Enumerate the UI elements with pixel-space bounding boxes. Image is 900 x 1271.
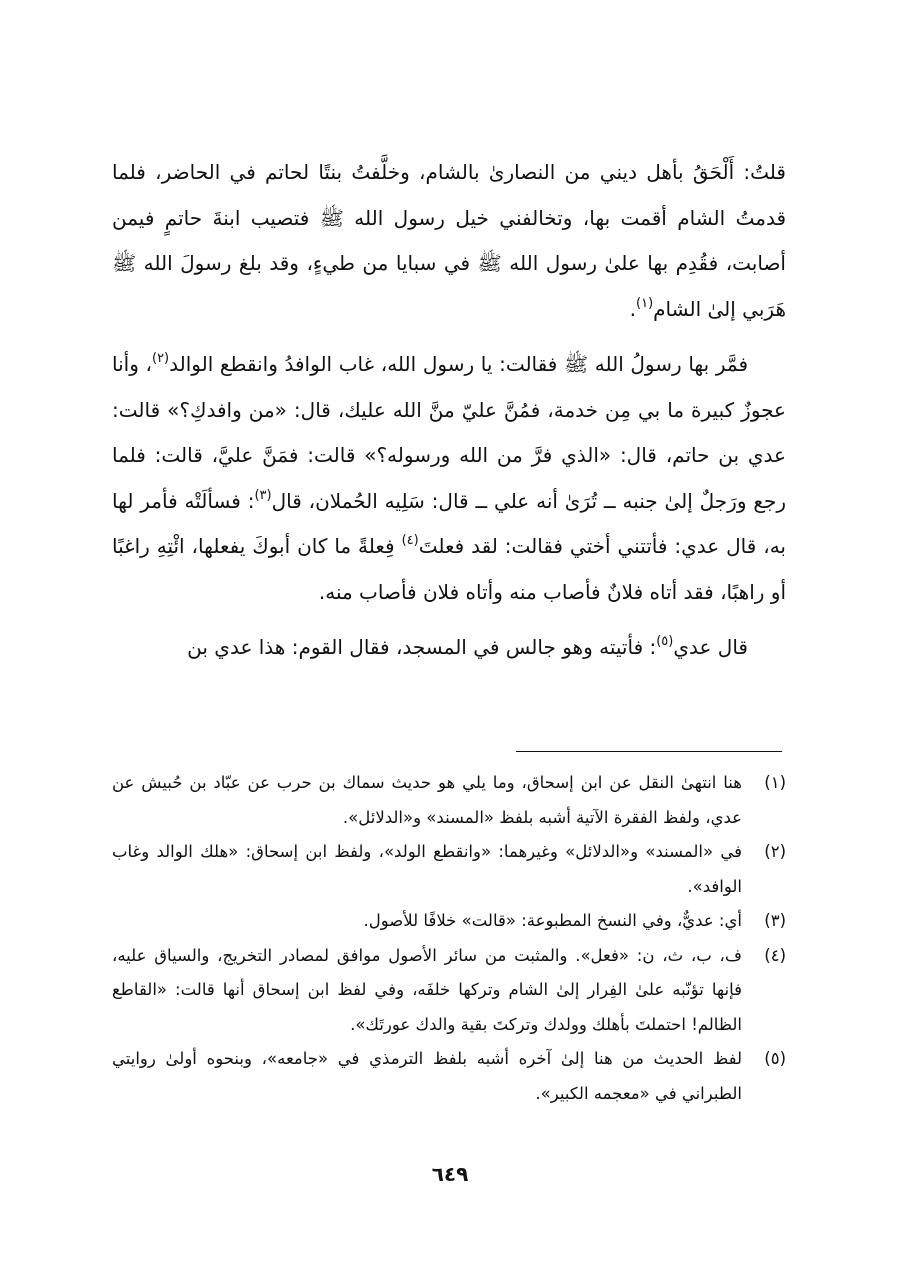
paragraph-1 xyxy=(112,150,786,332)
footnote-ref-5[interactable]: (٥) xyxy=(656,634,674,649)
footnote-divider xyxy=(516,751,782,752)
footnote-number: (٤) xyxy=(764,945,786,965)
paragraph-text: : فأتيته وهو جالس في المسجد، فقال القوم: هذا عدي بن xyxy=(187,635,657,659)
footnote-number: (٣) xyxy=(764,911,786,930)
paragraph-text: قلتُ: أَلْحَقُ بأهل ديني من النصارىٰ بالشام، وخلَّفتُ بنتًا لحاتم في الحاضر، فلما قدمتُ الشام أقمت بها، وتخالفني خيل رسول الله ﷺ فتصيب ابنةَ حاتمٍ فيمن أصابت، فقُدِم بها علىٰ رسول الله ﷺ في سبايا من طيءٍ، وقد بلغ رسولَ الله ﷺ هَرَبي إلىٰ الشام xyxy=(112,160,786,321)
period: . xyxy=(629,296,637,321)
paragraph-text: : فسألَتْه فأمر لها به، قال عدي: فأتتني أختي فقالت: لقد فعلتَ xyxy=(112,488,787,558)
footnote-1 xyxy=(112,766,786,835)
footnote-text: ف، ب، ث، ن: «فعل». والمثبت من سائر الأصول موافق لمصادر التخريج، والسياق عليه، فإنها تؤنّبه علىٰ الفِرار إلىٰ الشام وتركها خلفَه، وفي لفظ ابن إسحاق أنها قالت: «القاطع الظالم! احتملتَ بأهلك وولدك وتركتَ بقية والدك عورتَك». xyxy=(112,945,742,1034)
footnote-ref-3[interactable]: (٣) xyxy=(254,487,272,503)
paragraph-2 xyxy=(112,342,786,615)
footnote-3 xyxy=(112,904,786,939)
paragraph-3 xyxy=(112,625,786,671)
footnotes xyxy=(112,766,786,1111)
footnote-text: أي: عديٌّ، وفي النسخ المطبوعة: «قالت» خلافًا للأصول. xyxy=(363,911,742,930)
footnote-text: هنا انتهىٰ النقل عن ابن إسحاق، وما يلي هو حديث سماك بن حرب عن عبّاد بن حُبيش عن عدي، ولفظ الفقرة الآتية أشبه بلفظ «المسند» و«الدلائل». xyxy=(112,773,742,827)
page-number: ٦٤٩ xyxy=(431,1162,469,1186)
footnote-ref-1[interactable]: (١) xyxy=(636,295,654,311)
footnote-text: لفظ الحديث من هنا إلىٰ آخره أشبه بلفظ الترمذي في «جامعه»، وبنحوه أولىٰ روايتي الطبراني في «معجمه الكبير». xyxy=(112,1049,742,1103)
paragraph-text: فِعلةً ما كان أبوكَ يفعلها، ائْتِهِ راغبًا أو راهبًا، فقد أتاه فلانٌ فأصاب منه وأتاه فلان فأصاب منه. xyxy=(112,534,786,604)
footnote-5 xyxy=(112,1042,786,1111)
footnote-ref-2[interactable]: (٢) xyxy=(151,351,170,366)
footnote-text: في «المسند» و«الدلائل» وغيرهما: «وانقطع الولد»، ولفظ ابن إسحاق: «هلك الوالد وغاب الوافد». xyxy=(112,842,742,896)
paragraph-text: ، وأنا عجوزٌ كبيرة ما بي مِن خدمة، فمُنَّ عليّ منَّ الله عليك، قال: «من وافدكِ؟» قالت: عدي بن حاتم، قال: «الذي فرَّ من الله ورسوله؟» قالت: فمَنَّ عليَّ، قالت: فلما رجع ورَجلٌ إلىٰ جنبه ــ تُرَىٰ أنه علي ــ قال: سَلِيه الحُملان، قال xyxy=(112,352,786,513)
footnote-number: (٥) xyxy=(764,1049,786,1068)
footnote-ref-4[interactable]: (٤) xyxy=(401,533,419,548)
footnote-number: (٢) xyxy=(764,842,786,861)
footnote-4 xyxy=(112,939,786,1043)
main-text xyxy=(112,150,786,681)
footnote-2 xyxy=(112,835,786,904)
paragraph-text: قال عدي xyxy=(673,635,748,659)
footnote-number: (١) xyxy=(764,773,786,792)
paragraph-text: فمَّر بها رسولُ الله ﷺ فقالت: يا رسول الله، غاب الوافدُ وانقطع الوالد xyxy=(169,352,749,376)
